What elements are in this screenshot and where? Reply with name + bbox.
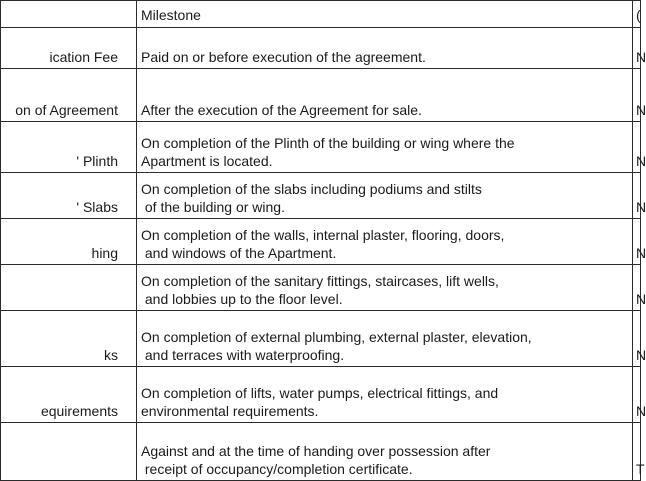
table-row [1,311,641,367]
amount-cell: N [633,219,641,265]
amount-cell: N [633,265,641,311]
table-row [1,423,641,481]
stage-cell: equirements [1,367,137,423]
stage-cell: on of Agreement [1,69,137,122]
table-row [1,122,641,173]
stage-cell: ks [1,311,137,367]
stage-cell: hing [1,219,137,265]
milestone-cell: On completion of the Plinth of the building or wing where the Apartment is located. [137,122,633,173]
milestone-cell: On completion of the slabs including podiums and stilts of the building or wing. [137,173,633,219]
milestone-cell: On completion of lifts, water pumps, electrical fittings, and environmental requirements. [137,367,633,423]
stage-cell: ' Slabs [1,173,137,219]
amount-cell: N [633,311,641,367]
stage-cell: ' Plinth [1,122,137,173]
table-row [1,173,641,219]
table-header-row [1,1,641,28]
stage-cell [1,265,137,311]
table-row [1,69,641,122]
table-row [1,367,641,423]
amount-cell: N [633,173,641,219]
stage-cell [1,423,137,481]
milestone-cell: On completion of the walls, internal plaster, flooring, doors, and windows of the Apartment. [137,219,633,265]
milestone-cell: Paid on or before execution of the agreement. [137,28,633,69]
amount-cell: N [633,122,641,173]
milestone-cell: After the execution of the Agreement for sale. [137,69,633,122]
header-milestone-cell: Milestone [137,1,633,28]
table-row [1,28,641,69]
milestone-cell: On completion of the sanitary fittings, staircases, lift wells, and lobbies up to the floor level. [137,265,633,311]
milestone-cell: Against and at the time of handing over possession after receipt of occupancy/completion certificate. [137,423,633,481]
milestone-cell: On completion of external plumbing, external plaster, elevation, and terraces with waterproofing. [137,311,633,367]
table-row [1,265,641,311]
amount-cell: T [633,423,641,481]
amount-cell: N [633,69,641,122]
table-row [1,219,641,265]
header-amount-cell: ( [633,1,641,28]
amount-cell: N [633,367,641,423]
amount-cell: N [633,28,641,69]
header-stage-cell [1,1,137,28]
stage-cell: ication Fee [1,28,137,69]
